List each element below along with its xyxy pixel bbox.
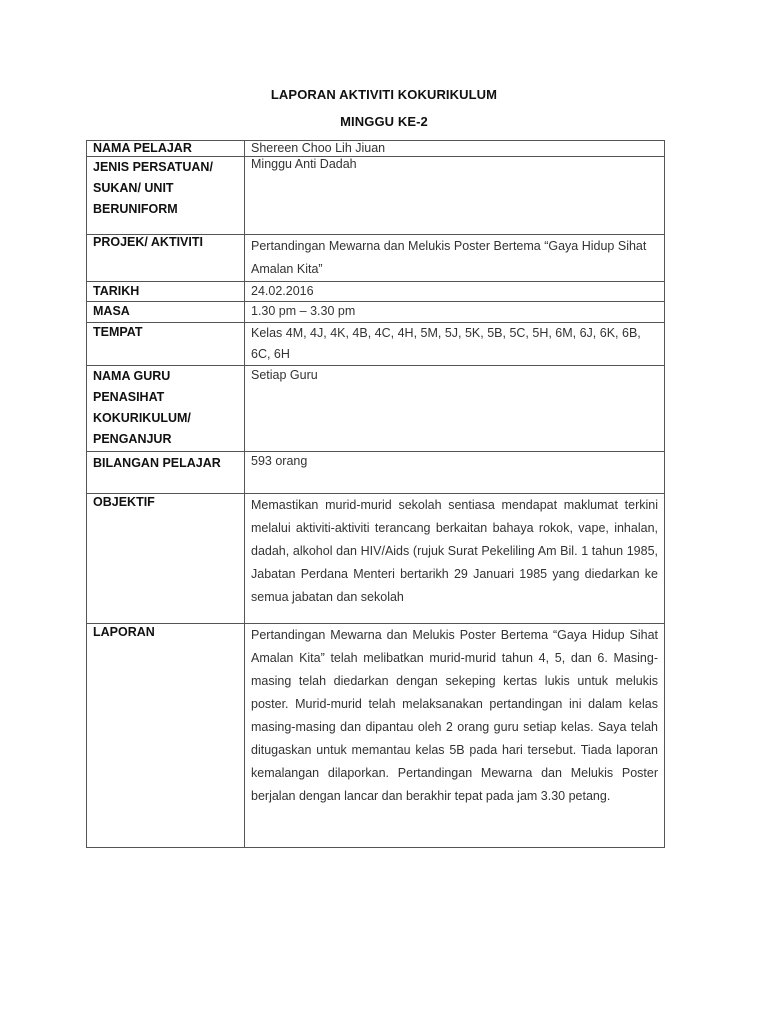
label-laporan: LAPORAN <box>87 624 245 848</box>
label-objektif: OBJEKTIF <box>87 494 245 624</box>
row-nama-guru <box>87 366 665 452</box>
value-tempat: Kelas 4M, 4J, 4K, 4B, 4C, 4H, 5M, 5J, 5K, 5B, 5C, 5H, 6M, 6J, 6K, 6B, 6C, 6H <box>245 323 665 366</box>
row-nama-pelajar <box>87 141 665 157</box>
document-title: LAPORAN AKTIVITI KOKURIKULUM <box>270 87 498 102</box>
value-laporan: Pertandingan Mewarna dan Melukis Poster Bertema “Gaya Hidup Sihat Amalan Kita” telah melibatkan murid-murid tahun 4, 5, dan 6. Masing-masing telah diedarkan dengan sekeping kertas lukis untuk melukis poster. Murid-murid telah melaksanakan pertandingan ini dalam kelas masing-masing dan dipantau oleh 2 orang guru setiap kelas. Saya telah ditugaskan untuk memantau kelas 5B pada hari tersebut. Tiada laporan kemalangan dilaporkan. Pertandingan Mewarna dan Melukis Poster berjalan dengan lancar dan berakhir tepat pada jam 3.30 petang. <box>245 624 665 848</box>
value-nama-pelajar: Shereen Choo Lih Jiuan <box>245 141 665 157</box>
value-nama-guru: Setiap Guru <box>245 366 665 452</box>
row-laporan <box>87 624 665 848</box>
row-tarikh <box>87 282 665 302</box>
label-tarikh: TARIKH <box>87 282 245 302</box>
row-objektif <box>87 494 665 624</box>
value-objektif: Memastikan murid-murid sekolah sentiasa mendapat maklumat terkini melalui aktiviti-aktiviti terancang berkaitan bahaya rokok, vape, inhalan, dadah, alkohol dan HIV/Aids (rujuk Surat Pekeliling Am Bil. 1 tahun 1985, Jabatan Perdana Menteri bertarikh 29 Januari 1985 yang diedarkan ke semua jabatan dan sekolah <box>245 494 665 624</box>
label-masa: MASA <box>87 302 245 323</box>
report-table <box>86 140 665 848</box>
row-tempat <box>87 323 665 366</box>
label-tempat: TEMPAT <box>87 323 245 366</box>
value-masa: 1.30 pm – 3.30 pm <box>245 302 665 323</box>
row-bilangan-pelajar <box>87 452 665 494</box>
label-jenis-persatuan: JENIS PERSATUAN/ SUKAN/ UNIT BERUNIFORM <box>87 157 245 235</box>
value-bilangan-pelajar: 593 orang <box>245 452 665 494</box>
row-jenis-persatuan <box>87 157 665 235</box>
value-jenis-persatuan: Minggu Anti Dadah <box>245 157 665 235</box>
label-nama-pelajar: NAMA PELAJAR <box>87 141 245 157</box>
label-nama-guru: NAMA GURU PENASIHAT KOKURIKULUM/ PENGANJUR <box>87 366 245 452</box>
row-masa <box>87 302 665 323</box>
value-tarikh: 24.02.2016 <box>245 282 665 302</box>
row-projek-aktiviti <box>87 235 665 282</box>
value-projek-aktiviti: Pertandingan Mewarna dan Melukis Poster Bertema “Gaya Hidup Sihat Amalan Kita” <box>245 235 665 282</box>
label-projek-aktiviti: PROJEK/ AKTIVITI <box>87 235 245 282</box>
label-bilangan-pelajar: BILANGAN PELAJAR <box>87 452 245 494</box>
document-subtitle: MINGGU KE-2 <box>340 114 428 129</box>
